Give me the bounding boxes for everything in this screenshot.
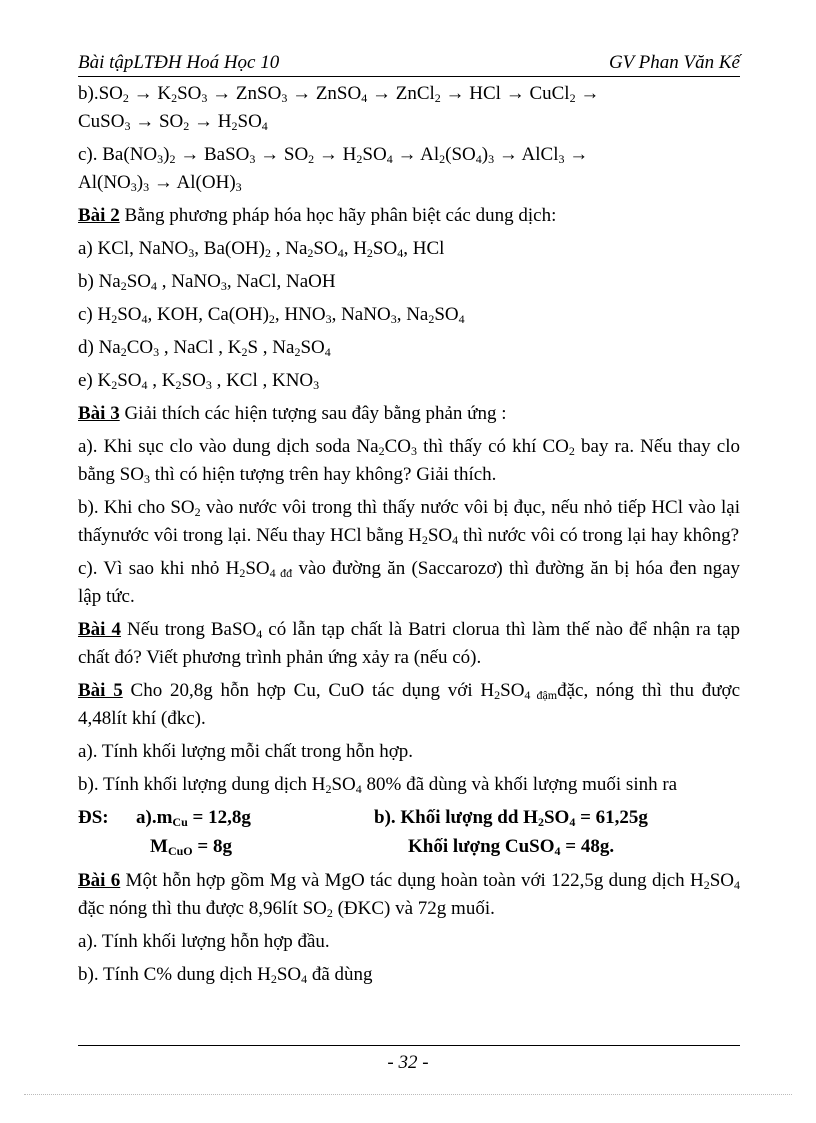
- text-run: ): [163, 144, 170, 165]
- subscript: 4: [141, 312, 148, 326]
- text-run: b). Tính C% dung dịch H: [78, 964, 271, 985]
- text-run: SO: [237, 111, 262, 132]
- text-run: , Na: [270, 238, 308, 259]
- subscript: 4: [301, 972, 308, 986]
- bai5-answer-row1: [78, 804, 740, 833]
- text-run: = 12,8g: [187, 807, 251, 828]
- text-run: , Ba(OH): [194, 238, 265, 259]
- text-run: , HCl: [403, 238, 445, 259]
- text-run: CO: [126, 337, 154, 358]
- text-run: → H: [314, 144, 357, 165]
- text-run: a). Khi sục clo vào dung dịch soda Na: [78, 436, 379, 457]
- text-run: đặc, nóng thì thu được 4,48lít khí (đkc).: [78, 680, 741, 729]
- text-run: = 61,25g: [575, 807, 648, 828]
- text-run: → H: [189, 111, 232, 132]
- answer-label: ĐS:: [78, 807, 109, 828]
- text-run: b). Khối lượng dd H: [374, 807, 538, 828]
- subscript: 2: [264, 246, 271, 260]
- text-run: → HCl → CuCl: [440, 83, 570, 104]
- subscript: 4: [261, 119, 268, 133]
- subscript: 2: [239, 566, 246, 580]
- text-run: , Na: [396, 304, 429, 325]
- subscript: 3: [281, 91, 288, 105]
- subscript: 4: [386, 152, 393, 166]
- text-run: → SO: [255, 144, 309, 165]
- text-run: SO: [117, 370, 142, 391]
- subscript: 2: [307, 246, 314, 260]
- text-run: SO: [543, 807, 570, 828]
- page-break-dotted-line: [24, 1094, 792, 1095]
- text-run: → ZnCl: [367, 83, 435, 104]
- subscript: 2: [568, 444, 575, 458]
- text-run: = 8g: [192, 836, 232, 857]
- subscript: 2: [569, 91, 576, 105]
- subscript: 2: [122, 91, 129, 105]
- subscript: 2: [494, 688, 501, 702]
- text-run: SO: [709, 870, 734, 891]
- subscript: 3: [143, 472, 150, 486]
- page-number: - 32 -: [387, 1052, 429, 1073]
- subscript: 2: [356, 152, 363, 166]
- text-run: → Al(OH): [149, 172, 236, 193]
- page-header: [78, 52, 740, 77]
- bai5-paragraph: [78, 677, 740, 733]
- chain-c-line1: [78, 141, 740, 169]
- subscript: 2: [111, 312, 118, 326]
- subscript: 4 đđ: [269, 566, 293, 580]
- subscript: 4: [361, 91, 368, 105]
- text-run: thì có hiện tượng trên hay không? Giải thích.: [149, 464, 497, 485]
- text-run: (SO: [445, 144, 476, 165]
- subscript: CuO: [167, 844, 193, 858]
- text-run: SO: [117, 304, 142, 325]
- subscript: 4: [141, 378, 148, 392]
- subscript: 2: [326, 906, 333, 920]
- subscript: 3: [205, 378, 212, 392]
- bai4-text: [78, 619, 740, 668]
- text-run: S , Na: [247, 337, 295, 358]
- text-run: , KOH, Ca(OH): [147, 304, 269, 325]
- text-run: ): [136, 172, 144, 193]
- text-run: → K: [128, 83, 172, 104]
- bai2-heading: [78, 202, 740, 230]
- subscript: 4: [355, 782, 362, 796]
- subscript: 3: [410, 444, 417, 458]
- subscript: 4: [337, 246, 344, 260]
- text-run: a) KCl, NaNO: [78, 238, 189, 259]
- subscript: 3: [220, 279, 227, 293]
- text-run: b). Tính khối lượng dung dịch H: [78, 774, 326, 795]
- bai3-part-b: [78, 494, 740, 550]
- text-run: SO: [313, 238, 338, 259]
- subscript: 3: [201, 91, 208, 105]
- text-run: SO: [427, 525, 453, 546]
- text-run: , HNO: [274, 304, 326, 325]
- bai3-intro: Giải thích các hiện tượng sau đây bằng phản ứng :: [119, 403, 507, 424]
- subscript: 2: [434, 91, 441, 105]
- bai5-label: Bài 5: [78, 680, 123, 701]
- text-run: SO: [126, 271, 152, 292]
- subscript: 3: [325, 312, 332, 326]
- subscript: 3: [488, 152, 495, 166]
- text-run: → AlCl: [494, 144, 559, 165]
- text-run: SO: [181, 370, 206, 391]
- bai2-item-b: [78, 268, 740, 296]
- subscript: 2: [231, 119, 238, 133]
- text-run: c). Ba(NO: [78, 144, 158, 165]
- subscript: 4: [734, 878, 740, 892]
- bai5-answer-row2: [78, 833, 740, 862]
- bai3-label: Bài 3: [78, 403, 120, 424]
- bai6-label: Bài 6: [78, 870, 121, 891]
- subscript: 2: [175, 378, 182, 392]
- subscript: 2: [294, 345, 301, 359]
- text-run: bay ra. Nếu thay clo bằng SO: [78, 436, 740, 485]
- text-run: Khối lượng CuSO: [408, 836, 555, 857]
- answer-mass-cu: [136, 804, 251, 832]
- answer-solution-mass: [374, 804, 648, 832]
- text-run: vào đường ăn (Saccarozơ) thì đường ăn bị hóa đen ngay lập tức.: [78, 558, 741, 607]
- bai4-label: Bài 4: [78, 619, 121, 640]
- bai6-text: [78, 870, 740, 919]
- bai3-part-c: [78, 555, 740, 611]
- text-run: có lẫn tạp chất là Batri clorua thì làm thế nào để nhận ra tạp chất đó? Viết phương trình phản ứng xảy ra (nếu có).: [78, 619, 741, 668]
- bai6-part-b: [78, 961, 740, 989]
- subscript: 3: [313, 378, 320, 392]
- text-run: , K: [147, 370, 176, 391]
- subscript: 2: [308, 152, 315, 166]
- bai2-item-e: [78, 367, 740, 395]
- subscript: 4: [151, 279, 158, 293]
- subscript: 3: [157, 152, 164, 166]
- bai3-heading: [78, 400, 740, 428]
- text-run: → SO: [130, 111, 184, 132]
- text-run: = 48g.: [560, 836, 615, 857]
- text-run: , NaNO: [157, 271, 221, 292]
- subscript: 2: [241, 345, 248, 359]
- subscript: 2: [120, 279, 127, 293]
- text-run: SO: [500, 680, 525, 701]
- header-course: Bài tậpLTĐH Hoá Học 10: [78, 52, 280, 73]
- subscript: 2: [378, 444, 385, 458]
- subscript: 4: [554, 844, 561, 858]
- text-run: Nếu trong BaSO: [121, 619, 257, 640]
- subscript: 4: [569, 815, 576, 829]
- text-run: SO: [245, 558, 270, 579]
- text-run: a).m: [136, 807, 173, 828]
- text-run: vào nước vôi trong thì thấy nước vôi bị đục, nếu nhỏ tiếp HCl vào lại thấynước vôi trong lại. Nếu thay HCl bằng H: [78, 497, 740, 546]
- text-run: , NaCl , K: [159, 337, 242, 358]
- text-run: đặc nóng thì thu được 8,96lít SO: [78, 898, 327, 919]
- bai5-text: [78, 680, 740, 729]
- subscript: 2: [366, 246, 373, 260]
- subscript: 2: [169, 152, 176, 166]
- chain-b-line2: [78, 108, 740, 136]
- subscript: 4: [475, 152, 482, 166]
- text-run: b) Na: [78, 271, 121, 292]
- subscript: 3: [143, 180, 150, 194]
- subscript: 2: [270, 972, 277, 986]
- text-run: CO: [384, 436, 411, 457]
- subscript: 3: [153, 345, 160, 359]
- subscript: 3: [390, 312, 397, 326]
- subscript: 4 đậm: [524, 688, 558, 702]
- text-run: →: [575, 83, 600, 104]
- bai2-item-d: [78, 334, 740, 362]
- text-run: ): [481, 144, 489, 165]
- subscript: 3: [558, 152, 565, 166]
- bai6-paragraph: [78, 867, 740, 923]
- text-run: SO: [372, 238, 398, 259]
- text-run: , H: [343, 238, 367, 259]
- text-run: SO: [331, 774, 356, 795]
- text-run: Cho 20,8g hỗn hợp Cu, CuO tác dụng với H: [122, 680, 495, 701]
- subscript: 2: [325, 782, 332, 796]
- subscript: 3: [235, 180, 242, 194]
- subscript: Cu: [172, 815, 188, 829]
- text-run: → BaSO: [175, 144, 250, 165]
- bai2-intro: Bằng phương pháp hóa học hãy phân biệt các dung dịch:: [119, 205, 557, 226]
- subscript: 3: [249, 152, 256, 166]
- bai5-part-b: [78, 771, 740, 799]
- text-run: c) H: [78, 304, 112, 325]
- subscript: 4: [324, 345, 331, 359]
- text-run: (ĐKC) và 72g muối.: [332, 898, 495, 919]
- bai2-item-a: [78, 235, 740, 263]
- text-run: e) K: [78, 370, 112, 391]
- text-run: b).SO: [78, 83, 123, 104]
- text-run: 80% đã dùng và khối lượng muối sinh ra: [361, 774, 678, 795]
- text-run: → Al: [392, 144, 440, 165]
- bai3-part-a: [78, 433, 740, 489]
- text-run: → ZnSO: [287, 83, 362, 104]
- subscript: 2: [421, 533, 428, 547]
- text-run: , NaNO: [331, 304, 391, 325]
- subscript: 2: [183, 119, 190, 133]
- text-run: Al(NO: [78, 172, 131, 193]
- subscript: 4: [256, 627, 263, 641]
- subscript: 3: [188, 246, 195, 260]
- text-run: c). Vì sao khi nhỏ H: [78, 558, 240, 579]
- text-run: b). Khi cho SO: [78, 497, 195, 518]
- subscript: 2: [537, 815, 544, 829]
- text-run: M: [150, 836, 168, 857]
- text-run: thì thấy có khí CO: [416, 436, 569, 457]
- bai4-paragraph: [78, 616, 740, 672]
- text-run: SO: [362, 144, 387, 165]
- bai2-item-c: [78, 301, 740, 329]
- subscript: 4: [397, 246, 404, 260]
- text-run: CuSO: [78, 111, 125, 132]
- subscript: 3: [130, 180, 137, 194]
- text-run: SO: [434, 304, 459, 325]
- subscript: 2: [171, 91, 178, 105]
- bai6-part-a: a). Tính khối lượng hỗn hợp đầu.: [78, 931, 330, 952]
- subscript: 2: [439, 152, 446, 166]
- subscript: 3: [124, 119, 131, 133]
- subscript: 2: [111, 378, 118, 392]
- text-run: →: [564, 144, 589, 165]
- subscript: 2: [120, 345, 127, 359]
- bai2-label: Bài 2: [78, 205, 120, 226]
- subscript: 2: [194, 505, 201, 519]
- subscript: 2: [428, 312, 435, 326]
- text-run: , NaCl, NaOH: [226, 271, 336, 292]
- chain-b-line1: [78, 80, 740, 108]
- chain-c-line2: [78, 169, 740, 197]
- text-run: d) Na: [78, 337, 121, 358]
- header-teacher: GV Phan Văn Kế: [608, 52, 740, 73]
- text-run: , KCl , KNO: [211, 370, 314, 391]
- text-run: Một hỗn hợp gồm Mg và MgO tác dụng hoàn toàn với 122,5g dung dịch H: [120, 870, 704, 891]
- text-run: SO: [276, 964, 302, 985]
- subscript: 2: [703, 878, 710, 892]
- text-run: → ZnSO: [207, 83, 282, 104]
- answer-mass-cuo: [150, 833, 232, 861]
- subscript: 4: [452, 533, 459, 547]
- text-run: SO: [300, 337, 325, 358]
- footer-divider: [78, 1045, 740, 1046]
- subscript: 4: [458, 312, 465, 326]
- text-run: SO: [177, 83, 202, 104]
- page-content: [78, 80, 740, 989]
- text-run: thì nước vôi có trong lại hay không?: [458, 525, 740, 546]
- subscript: 2: [268, 312, 275, 326]
- text-run: đã dùng: [307, 964, 373, 985]
- bai5-part-a: a). Tính khối lượng mỗi chất trong hỗn hợp.: [78, 741, 414, 762]
- answer-salt-mass: [408, 833, 614, 861]
